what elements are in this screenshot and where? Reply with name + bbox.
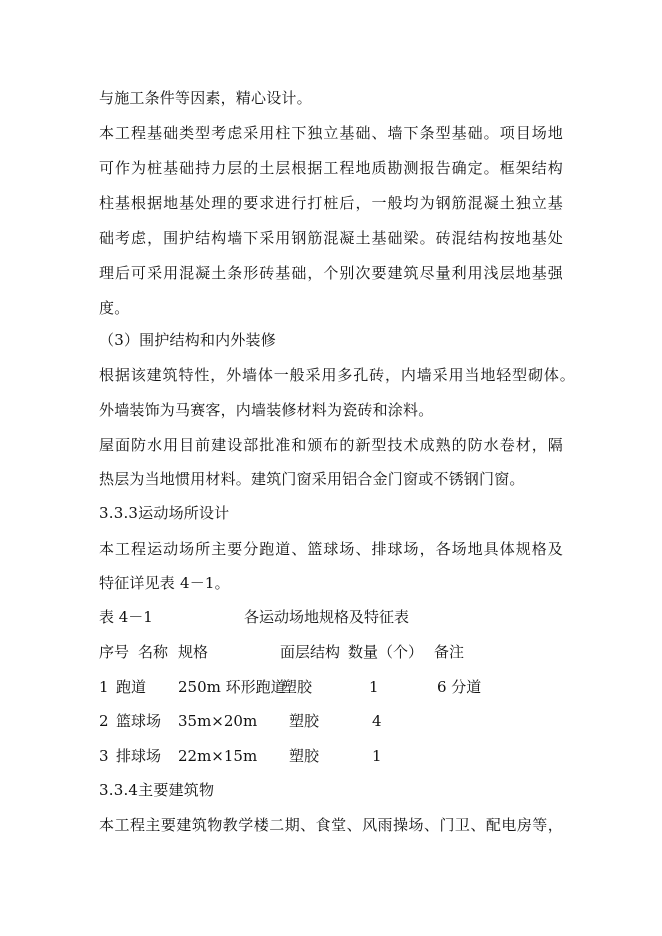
section-heading: （3）围护结构和内外装修 — [99, 331, 276, 349]
table-cell-qty: 1 — [369, 678, 379, 696]
table-title: 各运动场地规格及特征表 — [244, 608, 410, 626]
table-cell-qty: 4 — [372, 712, 382, 730]
text-line: 热层为当地惯用材料。建筑门窗采用铝合金门窗或不锈钢门窗。 — [99, 470, 525, 488]
text-line: 本工程主要建筑物教学楼二期、食堂、风雨操场、门卫、配电房等， — [99, 816, 563, 834]
table-header-surface: 面层结构 — [280, 643, 341, 661]
text-line: 可作为桩基础持力层的土层根据工程地质勘测报告确定。框架结构 — [99, 159, 563, 177]
table-cell-spec: 35m×20m — [178, 712, 258, 730]
section-heading: 3.3.4主要建筑物 — [99, 781, 215, 799]
text-line: 屋面防水用目前建设部批准和颁布的新型技术成熟的防水卷材，隔 — [99, 436, 563, 454]
table-header-name: 名称 — [138, 643, 169, 661]
table-cell-surface: 塑胶 — [289, 712, 320, 730]
text-line: 度。 — [99, 299, 130, 317]
text-line: 础考虑，围护结构墙下采用钢筋混凝土基础梁。砖混结构按地基处 — [99, 229, 563, 247]
table-cell-name: 篮球场 — [116, 712, 162, 730]
text-line: 柱基根据地基处理的要求进行打桩后，一般均为钢筋混凝土独立基 — [99, 194, 563, 212]
text-line: 本工程运动场所主要分跑道、篮球场、排球场，各场地具体规格及 — [99, 540, 563, 558]
table-header-no: 序号 — [99, 643, 130, 661]
text-line: 根据该建筑特性，外墙体一般采用多孔砖，内墙采用当地轻型砌体。 — [99, 366, 575, 384]
table-cell-name: 跑道 — [116, 678, 147, 696]
table-cell-surface: 塑胶 — [282, 678, 313, 696]
text-line: 本工程基础类型考虑采用柱下独立基础、墙下条型基础。项目场地 — [99, 124, 563, 142]
text-line: 特征详见表 4－1。 — [99, 574, 230, 592]
table-cell-no: 3 — [99, 747, 109, 765]
section-heading: 3.3.3运动场所设计 — [99, 504, 230, 522]
table-cell-spec: 250m 环形跑道 — [178, 678, 286, 696]
table-label: 表 4－1 — [99, 608, 153, 626]
text-line: 外墙装饰为马赛客，内墙装修材料为瓷砖和涂料。 — [99, 401, 434, 419]
table-cell-name: 排球场 — [116, 747, 162, 765]
table-cell-no: 2 — [99, 712, 109, 730]
table-header-spec: 规格 — [178, 643, 209, 661]
table-cell-no: 1 — [99, 678, 109, 696]
table-cell-qty: 1 — [372, 747, 382, 765]
table-cell-note: 6 分道 — [437, 678, 482, 696]
text-line: 理后可采用混凝土条形砖基础，个别次要建筑尽量利用浅层地基强 — [99, 264, 563, 282]
table-header-qty: 数量（个） — [348, 643, 424, 661]
table-cell-surface: 塑胶 — [289, 747, 320, 765]
table-cell-spec: 22m×15m — [178, 747, 258, 765]
text-line: 与施工条件等因素，精心设计。 — [99, 89, 312, 107]
table-header-note: 备注 — [434, 643, 465, 661]
